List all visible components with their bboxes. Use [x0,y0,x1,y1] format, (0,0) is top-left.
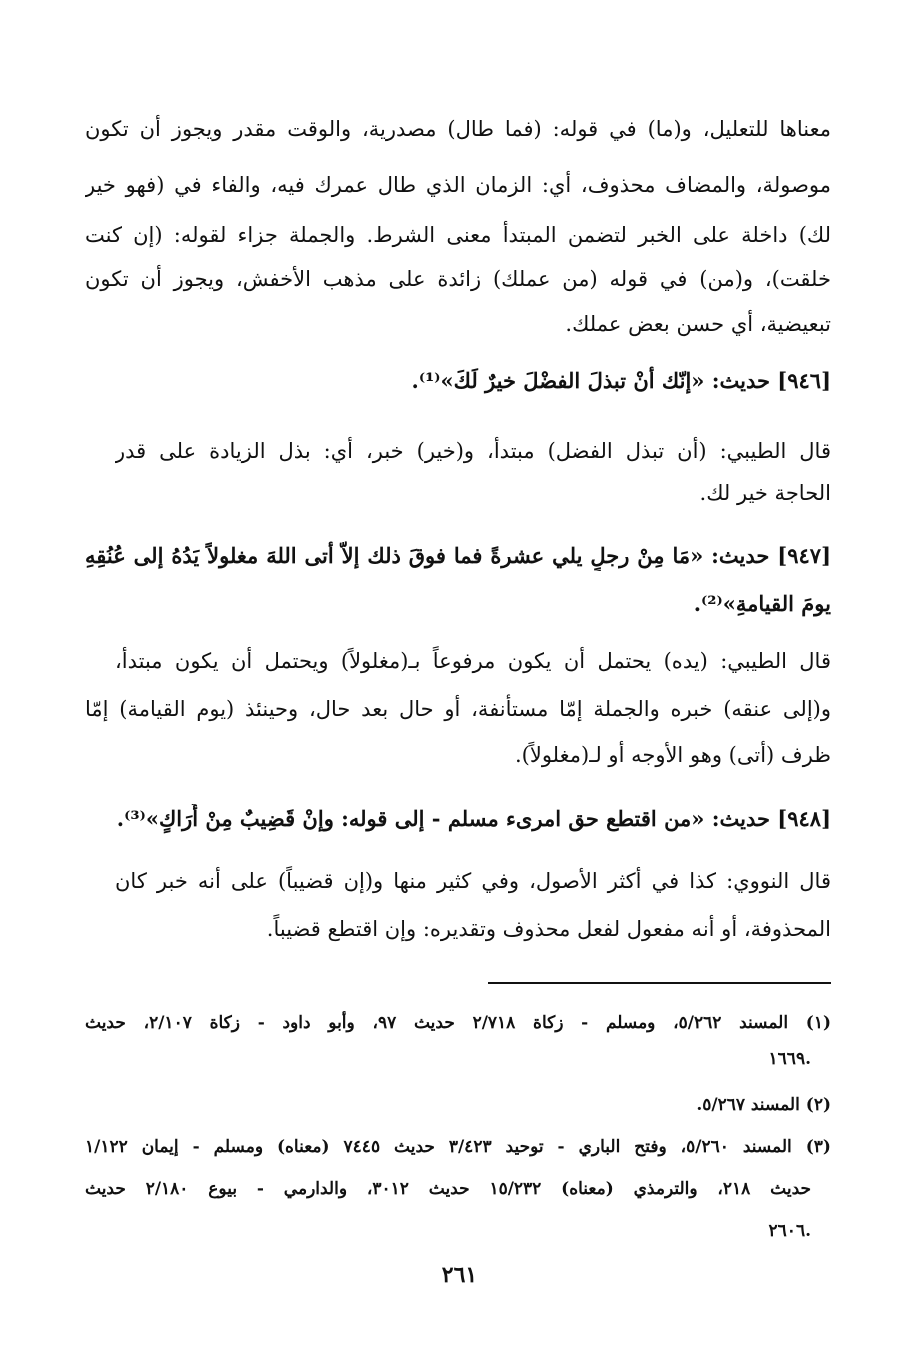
body-line: خلقت)، و(من) في قوله (من عملك) زائدة على مذهب الأخفش، ويجوز أن تكون [85,267,831,291]
footnote-3-continuation: ٢٦٠٦. [768,1221,811,1241]
hadith-947-heading: يومَ القيامةِ»⁽²⁾. [693,591,831,616]
footnote-3: (٣) المسند ٥/٢٦٠، وفتح الباري - توحيد ٣/٤٢٣ حديث ٧٤٤٥ (معناه) ومسلم - إيمان ١/١٢٢ [85,1137,831,1157]
page-number: ٢٦١ [441,1262,478,1288]
commentary-948-line: قال النووي: كذا في أكثر الأصول، وفي كثير منها و(إن قضيباً) على أنه خبر كان [115,869,831,893]
footnote-2: (٢) المسند ٥/٢٦٧. [696,1095,831,1115]
hadith-947-heading: [٩٤٧] حديث: «مَا مِنْ رجلٍ يلي عشرةً فما فوقَ ذلك إلاّ أتى اللهَ مغلولاً يَدُهُ إلى عُنُقِهِ [85,543,831,568]
footnote-1-continuation: ١٦٦٩. [768,1049,811,1069]
body-line: لك) داخلة على الخبر لتضمن المبتدأ معنى الشرط. والجملة جزاء لقوله: (إن كنت [85,223,831,247]
commentary-947-line: ظرف (أتى) وهو الأوجه أو لـ(مغلولاً). [514,743,831,767]
footnote-1: (١) المسند ٥/٢٦٢، ومسلم - زكاة ٢/٧١٨ حديث ٩٧، وأبو داود - زكاة ٢/١٠٧، حديث [85,1013,831,1033]
hadith-946-heading: [٩٤٦] حديث: «إنّك أنْ تبذلَ الفضْلَ خيرٌ لَكَ»⁽¹⁾. [411,368,831,393]
body-line: معناها للتعليل، و(ما) في قوله: (فما طال) مصدرية، والوقت مقدر ويجوز أن تكون [85,117,831,141]
commentary-946-line: قال الطيبي: (أن تبذل الفضل) مبتدأ، و(خير) خبر، أي: بذل الزيادة على قدر [115,439,831,463]
commentary-946-line: الحاجة خير لك. [699,481,831,505]
commentary-947-line: و(إلى عنقه) خبره والجملة إمّا مستأنفة، أو حال بعد حال، وحينئذ (يوم القيامة) إمّا [85,697,831,721]
commentary-948-line: المحذوفة، أو أنه مفعول لفعل محذوف وتقديره: وإن اقتطع قضيباً. [266,917,831,941]
body-line: موصولة، والمضاف محذوف، أي: الزمان الذي طال عمرك فيه، والفاء في (فهو خير [85,173,831,197]
footnote-separator [488,982,831,984]
body-line: تبعيضية، أي حسن بعض عملك. [565,312,831,336]
footnote-3-continuation: حديث ٢١٨، والترمذي (معناه) ١٥/٢٣٢ حديث ٣٠١٢، والدارمي - بيوع ٢/١٨٠ حديث [85,1179,811,1199]
hadith-948-heading: [٩٤٨] حديث: «من اقتطع حق امرىء مسلم - إلى قوله: وإنْ قَضِيبٌ مِنْ أَرَاكٍ»⁽³⁾. [116,806,831,831]
commentary-947-line: قال الطيبي: (يده) يحتمل أن يكون مرفوعاً بـ(مغلولاً) ويحتمل أن يكون مبتدأ، [115,649,831,673]
